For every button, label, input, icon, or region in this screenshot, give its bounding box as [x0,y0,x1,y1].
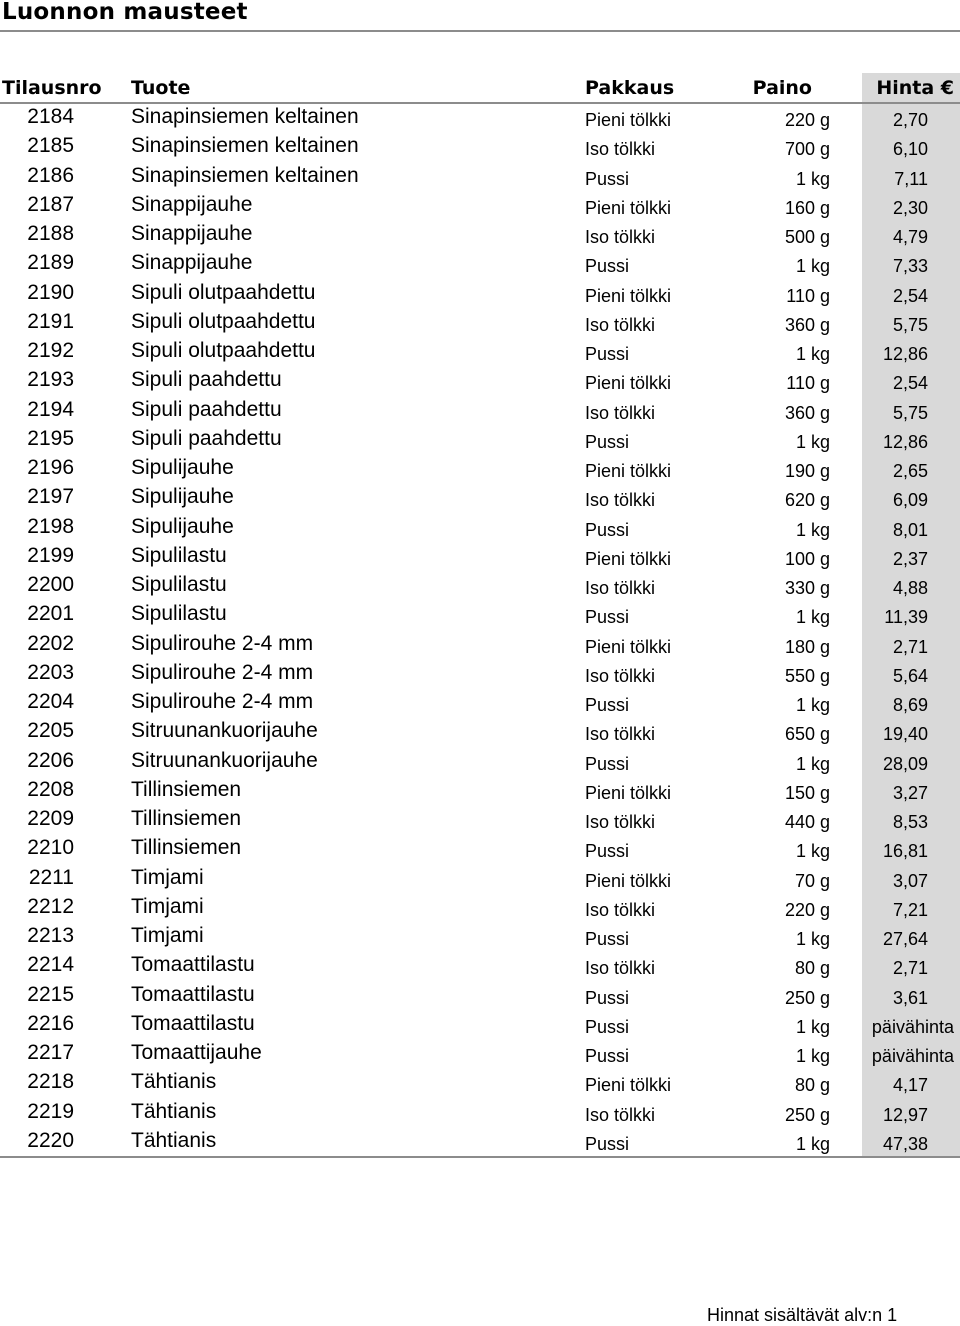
product-name-cell: Timjami [131,924,204,947]
package-cell: Iso tölkki [585,899,656,920]
product-name-cell: Sipuli paahdettu [131,368,282,392]
weight-cell: 250 g [784,1104,830,1125]
table-row [0,572,960,601]
product-name-cell: Sipuli paahdettu [131,426,282,450]
weight-cell: 650 g [784,724,830,745]
weight-cell: 620 g [784,490,830,511]
product-name-cell: Timjami [131,894,204,918]
weight-cell: 220 g [784,899,830,920]
package-cell: Pussi [585,1133,630,1154]
package-cell: Iso tölkki [585,314,656,335]
price-cell: 2,54 [892,285,928,306]
table-row [0,718,960,747]
product-name-cell: Sipulirouhe 2-4 mm [131,660,314,684]
price-table [0,104,960,1157]
product-name-cell: Sipuli paahdettu [131,397,282,421]
price-cell: 3,07 [892,870,928,891]
order-no-cell: 2208 [27,777,74,801]
price-cell: 6,10 [892,139,928,160]
price-cell: 12,86 [882,431,928,452]
order-no-cell: 2199 [27,543,74,567]
product-name-cell: Sinappijauhe [131,192,253,216]
weight-cell: 80 g [794,1075,830,1096]
table-row [0,923,960,952]
weight-cell: 1 kg [795,929,830,949]
order-no-cell: 2187 [27,192,74,216]
package-cell: Pussi [585,607,630,628]
page-title: Luonnon mausteet [2,0,248,25]
price-cell: 2,30 [892,197,928,218]
package-cell: Iso tölkki [585,812,656,832]
weight-cell: 1 kg [795,841,830,862]
table-row [0,689,960,718]
price-cell: 5,75 [892,402,928,423]
weight-cell: 550 g [784,665,830,686]
product-name-cell: Sipulilastu [131,602,227,626]
package-cell: Pieni tölkki [585,548,672,569]
product-name-cell: Sipulijauhe [131,456,234,479]
package-cell: Pussi [585,256,630,277]
price-cell: 28,09 [882,753,928,774]
order-no-cell: 2215 [27,982,74,1006]
weight-cell: 250 g [784,987,830,1008]
table-row [0,1069,960,1098]
order-no-cell: 2200 [27,573,74,596]
price-cell: 27,64 [882,929,928,949]
header-price: Hinta € [876,77,954,99]
package-cell: Pussi [585,431,630,452]
table-row [0,309,960,338]
package-cell: Pussi [585,987,630,1008]
order-no-cell: 2190 [27,280,74,304]
order-no-cell: 2216 [27,1011,74,1035]
table-row [0,1040,960,1069]
price-cell: 4,17 [892,1075,928,1096]
price-cell: 19,40 [882,724,928,745]
order-no-cell: 2197 [27,485,74,509]
table-row [0,163,960,192]
order-no-cell: 2196 [27,456,74,479]
product-name-cell: Sinappijauhe [131,251,253,275]
table-row [0,221,960,250]
order-no-cell: 2204 [27,690,74,713]
order-no-cell: 2212 [27,894,74,918]
price-cell: 12,97 [882,1104,928,1125]
product-name-cell: Tomaattilastu [131,953,255,977]
weight-cell: 100 g [784,548,830,569]
order-no-cell: 2186 [27,163,74,187]
price-cell: 8,69 [892,695,928,715]
weight-cell: 1 kg [795,607,830,628]
product-name-cell: Tähtianis [131,1099,217,1123]
header-order-no: Tilausnro [2,77,102,99]
header-package: Pakkaus [585,77,675,99]
table-row [0,514,960,543]
package-cell: Pieni tölkki [585,636,672,657]
order-no-cell: 2184 [27,105,74,128]
table-row [0,777,960,806]
table-row [0,426,960,455]
product-name-cell: Tomaattilastu [131,1011,255,1035]
package-cell: Pieni tölkki [585,1075,672,1096]
table-row [0,250,960,279]
price-cell: 2,71 [892,636,928,657]
table-row [0,982,960,1011]
price-cell: 8,01 [892,519,928,540]
weight-cell: 190 g [784,461,830,481]
package-cell: Iso tölkki [585,402,656,423]
product-name-cell: Sinappijauhe [131,222,253,245]
package-cell: Iso tölkki [585,665,656,686]
order-no-cell: 2219 [27,1099,74,1123]
order-no-cell: 2191 [27,309,74,333]
order-no-cell: 2220 [27,1128,74,1152]
title-divider [0,30,960,32]
table-row [0,952,960,981]
order-no-cell: 2218 [27,1070,74,1094]
weight-cell: 1 kg [795,753,830,774]
table-bottom-divider [0,1156,960,1158]
table-row [0,1099,960,1128]
order-no-cell: 2185 [27,134,74,158]
weight-cell: 360 g [784,314,830,335]
table-row [0,835,960,864]
table-row [0,133,960,162]
table-row [0,455,960,484]
weight-cell: 110 g [786,373,830,394]
order-no-cell: 2214 [27,953,74,977]
weight-cell: 1 kg [795,1133,830,1154]
product-name-cell: Sinapinsiemen keltainen [131,105,359,128]
package-cell: Pussi [585,753,630,774]
product-name-cell: Timjami [131,865,204,889]
header-weight: Paino [752,77,812,99]
product-name-cell: Sipulijauhe [131,485,234,509]
weight-cell: 150 g [784,782,830,803]
weight-cell: 1 kg [795,695,830,715]
package-cell: Pieni tölkki [585,373,672,394]
price-cell: 2,37 [892,548,928,569]
package-cell: Pussi [585,344,630,364]
package-cell: Pussi [585,1046,630,1066]
table-row [0,660,960,689]
order-no-cell: 2203 [27,660,74,684]
product-name-cell: Sipuli olutpaahdettu [131,339,316,362]
product-name-cell: Sipulijauhe [131,514,234,538]
table-row [0,192,960,221]
table-row [0,367,960,396]
price-cell: 8,53 [892,812,928,832]
order-no-cell: 2202 [27,631,74,655]
package-cell: Pussi [585,168,630,189]
weight-cell: 440 g [784,812,830,832]
price-cell: 7,11 [894,168,928,189]
product-name-cell: Sipuli olutpaahdettu [131,280,316,304]
package-cell: Iso tölkki [585,227,656,247]
table-row [0,806,960,835]
order-no-cell: 2188 [27,222,74,245]
order-no-cell: 2198 [27,514,74,538]
price-cell: päivähinta [871,1016,954,1037]
package-cell: Pieni tölkki [585,870,672,891]
weight-cell: 1 kg [795,1016,830,1037]
order-no-cell: 2201 [27,602,74,626]
table-row [0,631,960,660]
table-row [0,338,960,367]
order-no-cell: 2192 [27,339,74,362]
price-cell: 16,81 [882,841,928,862]
order-no-cell: 2194 [27,397,74,421]
package-cell: Pussi [585,1016,630,1037]
price-cell: 47,38 [882,1133,928,1154]
price-cell: 2,71 [892,958,928,979]
product-name-cell: Tähtianis [131,1070,217,1094]
table-header [0,73,960,102]
weight-cell: 220 g [784,110,830,130]
table-row [0,280,960,309]
package-cell: Pieni tölkki [585,461,672,481]
table-row [0,484,960,513]
table-row [0,104,960,133]
order-no-cell: 2195 [27,426,74,450]
table-row [0,894,960,923]
table-row [0,865,960,894]
weight-cell: 110 g [786,285,830,306]
weight-cell: 1 kg [795,344,830,364]
order-no-cell: 2189 [27,251,74,275]
product-name-cell: Sitruunankuorijauhe [131,719,318,743]
weight-cell: 160 g [784,197,830,218]
price-cell: 2,65 [892,461,928,481]
package-cell: Pussi [585,841,630,862]
price-cell: 6,09 [892,490,928,511]
package-cell: Iso tölkki [585,1104,656,1125]
price-cell: 11,39 [884,607,928,628]
product-name-cell: Sipulirouhe 2-4 mm [131,631,314,655]
table-row [0,543,960,572]
product-name-cell: Sinapinsiemen keltainen [131,134,359,158]
weight-cell: 360 g [784,402,830,423]
table-row [0,397,960,426]
weight-cell: 1 kg [795,1046,830,1066]
price-cell: 7,21 [892,899,928,920]
price-cell: 12,86 [882,344,928,364]
product-name-cell: Sipulilastu [131,573,227,596]
product-name-cell: Tomaattijauhe [131,1041,262,1064]
package-cell: Iso tölkki [585,490,656,511]
table-row [0,601,960,630]
product-name-cell: Tillinsiemen [131,836,242,860]
weight-cell: 1 kg [795,431,830,452]
product-name-cell: Sipulirouhe 2-4 mm [131,690,314,713]
header-product: Tuote [131,77,191,99]
price-cell: 5,64 [892,665,928,686]
weight-cell: 180 g [784,636,830,657]
product-name-cell: Sinapinsiemen keltainen [131,163,359,187]
weight-cell: 330 g [784,578,830,598]
package-cell: Iso tölkki [585,139,656,160]
table-row [0,1011,960,1040]
weight-cell: 70 g [794,870,830,891]
product-name-cell: Sipulilastu [131,543,227,567]
order-no-cell: 2206 [27,748,74,772]
price-cell: 3,61 [892,987,928,1008]
package-cell: Pieni tölkki [585,110,672,130]
price-cell: 2,54 [892,373,928,394]
product-name-cell: Tomaattilastu [131,982,255,1006]
product-name-cell: Tähtianis [131,1128,217,1152]
footer-vat-note: Hinnat sisältävät alv:n 1 [707,1305,898,1325]
weight-cell: 700 g [784,139,830,160]
package-cell: Pieni tölkki [585,285,672,306]
weight-cell: 1 kg [795,519,830,540]
order-no-cell: 2205 [27,719,74,743]
price-cell: 7,33 [892,256,928,277]
price-cell: 3,27 [892,782,928,803]
package-cell: Pieni tölkki [585,782,672,803]
package-cell: Iso tölkki [585,724,656,745]
weight-cell: 80 g [794,958,830,979]
package-cell: Pussi [585,519,630,540]
product-name-cell: Sitruunankuorijauhe [131,748,318,772]
order-no-cell: 2217 [27,1041,74,1064]
package-cell: Pussi [585,929,630,949]
package-cell: Pussi [585,695,630,715]
product-name-cell: Tillinsiemen [131,807,242,830]
weight-cell: 1 kg [795,256,830,277]
weight-cell: 1 kg [795,168,830,189]
price-cell: 5,75 [892,314,928,335]
weight-cell: 500 g [784,227,830,247]
order-no-cell: 2209 [27,807,74,830]
order-no-cell: 2210 [27,836,74,860]
order-no-cell: 2193 [27,368,74,392]
price-cell: 2,70 [892,110,928,130]
price-cell: 4,79 [892,227,928,247]
price-cell: 4,88 [892,578,928,598]
order-no-cell: 2213 [27,924,74,947]
package-cell: Iso tölkki [585,958,656,979]
order-no-cell: 2211 [28,865,74,889]
product-name-cell: Tillinsiemen [131,777,242,801]
price-cell: päivähinta [871,1046,954,1066]
product-name-cell: Sipuli olutpaahdettu [131,309,316,333]
table-row [0,748,960,777]
table-row [0,1128,960,1157]
package-cell: Iso tölkki [585,578,656,598]
package-cell: Pieni tölkki [585,197,672,218]
